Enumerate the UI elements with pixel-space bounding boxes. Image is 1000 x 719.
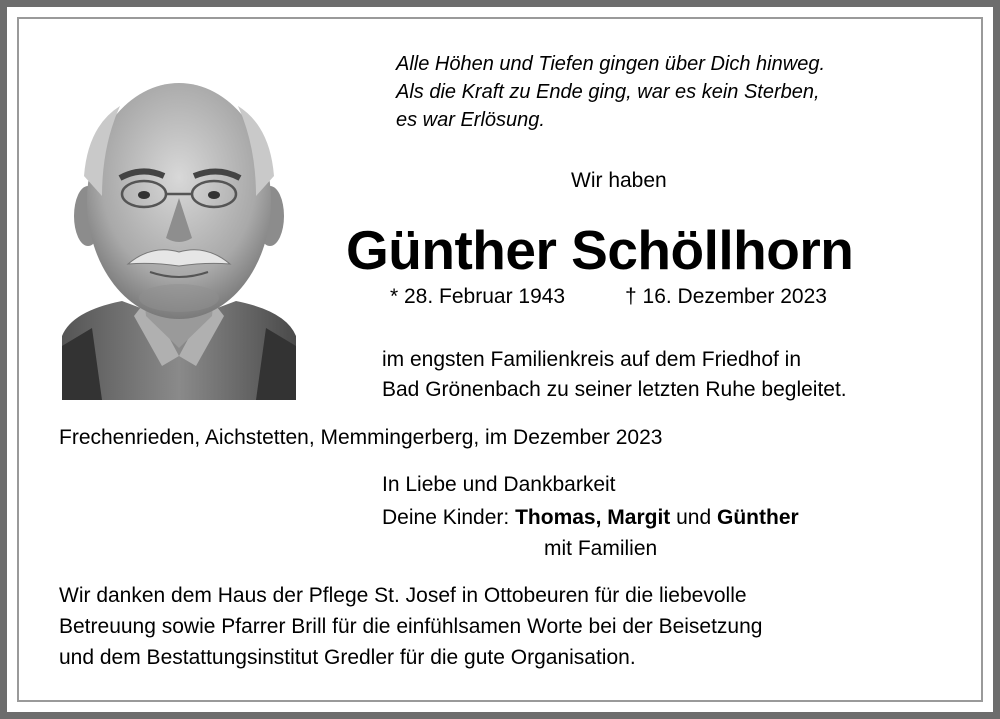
poem-line: es war Erlösung. — [396, 109, 545, 131]
burial-line: im engsten Familienkreis auf dem Friedhof in — [382, 348, 802, 371]
families-text: mit Familien — [544, 537, 658, 560]
death-date: † 16. Dezember 2023 — [625, 285, 827, 308]
intro-text: Wir haben — [571, 169, 667, 192]
greeting: In Liebe und Dankbarkeit — [382, 473, 616, 496]
mourner-names: Thomas, Margit — [515, 506, 671, 529]
place-date: Frechenrieden, Aichstetten, Memmingerberg, im Dezember 2023 — [59, 426, 663, 449]
poem-line: Alle Höhen und Tiefen gingen über Dich hinweg. — [396, 53, 825, 75]
mourner-name: Günther — [717, 506, 799, 529]
thanks-line: und dem Bestattungsinstitut Gredler für die gute Organisation. — [59, 646, 636, 669]
poem-line: Als die Kraft zu Ende ging, war es kein Sterben, — [396, 81, 820, 103]
portrait-photo — [62, 66, 296, 400]
poem — [396, 50, 825, 134]
mourners-prefix: Deine Kinder: — [382, 506, 510, 529]
thanks-text — [59, 580, 762, 673]
portrait-illustration — [62, 66, 296, 400]
thanks-line: Betreuung sowie Pfarrer Brill für die einfühlsamen Worte bei der Beisetzung — [59, 615, 763, 638]
thanks-line: Wir danken dem Haus der Pflege St. Josef in Ottobeuren für die liebevolle — [59, 584, 747, 607]
mourners-line — [382, 506, 799, 530]
burial-line: Bad Grönenbach zu seiner letzten Ruhe begleitet. — [382, 378, 847, 401]
burial-text — [382, 345, 847, 405]
deceased-name: Günther Schöllhorn — [346, 219, 854, 281]
birth-date: * 28. Februar 1943 — [390, 285, 566, 308]
mourner-conjunction: und — [676, 506, 712, 529]
